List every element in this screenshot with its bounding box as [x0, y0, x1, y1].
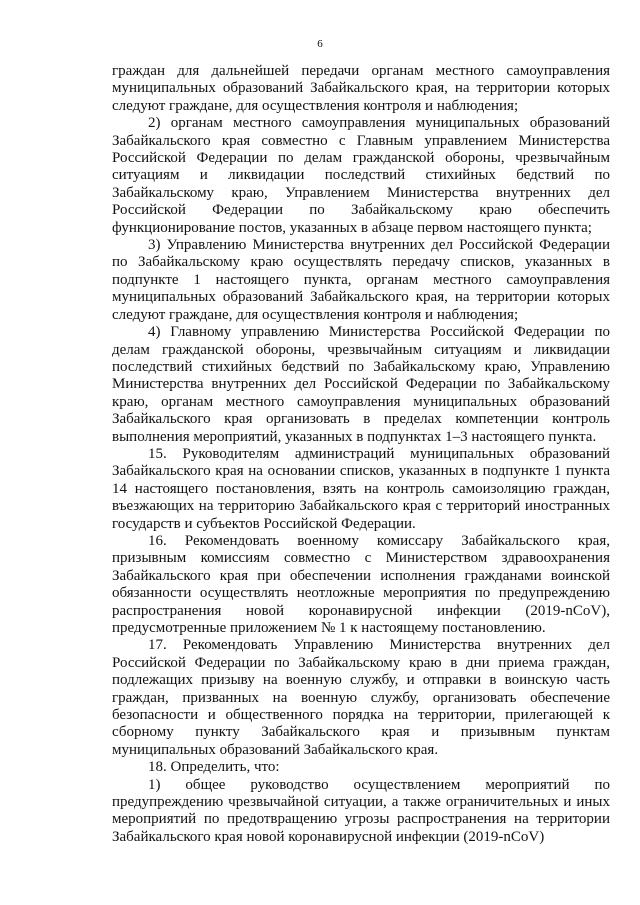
page-number: 6: [317, 38, 323, 50]
paragraph-continuation: граждан для дальнейшей передачи органам местного самоуправления муниципальных образований Забайкальского края, на территории которых следуют граждане, для осуществления контроля и наблюдения;: [112, 63, 610, 114]
document-body: [112, 63, 610, 846]
paragraph-point-16: 16. Рекомендовать военному комиссару Забайкальского края, призывным комиссиям совместно с Министерством здравоохранения Забайкальского края при обеспечении исполнения гражданами воинской обязанности осуществлять неотложные мероприятия по предупреждению распространения новой коронавирусной инфекции (2019-nCoV), предусмотренные приложением № 1 к настоящему постановлению.: [112, 532, 610, 636]
paragraph-item-2: 2) органам местного самоуправления муниципальных образований Забайкальского края совместно с Главным управлением Министерства Российской Федерации по делам гражданской обороны, чрезвычайным ситуациям и ликвидации последствий стихийных бедствий по Забайкальскому краю, Управлением Министерства внутренних дел Российской Федерации по Забайкальскому краю обеспечить функционирование постов, указанных в абзаце первом настоящего пункта;: [112, 115, 610, 236]
paragraph-point-18: 18. Определить, что:: [148, 759, 280, 776]
paragraph-item-4: 4) Главному управлению Министерства Российской Федерации по делам гражданской обороны, чрезвычайным ситуациям и ликвидации последствий стихийных бедствий по Забайкальскому краю, Управлению Министерства внутренних дел Российской Федерации по Забайкальскому краю, органам местного самоуправления муниципальных образований Забайкальского края организовать в пределах компетенции контроль выполнения мероприятий, указанных в подпунктах 1–3 настоящего пункта.: [112, 324, 610, 445]
paragraph-item-3: 3) Управлению Министерства внутренних дел Российской Федерации по Забайкальскому краю осуществлять передачу списков, указанных в подпункте 1 настоящего пункта, органам местного самоуправления муниципальных образований Забайкальского края, на территории которых следуют граждане, для осуществления контроля и наблюдения;: [112, 237, 610, 323]
paragraph-point-17: 17. Рекомендовать Управлению Министерства внутренних дел Российской Федерации по Забайкальскому краю в дни приема граждан, подлежащих призыву на военную службу, и отправки в воинскую часть граждан, призванных на военную службу, организовать обеспечение безопасности и общественного порядка на территории, прилегающей к сборному пункту Забайкальского края и призывным пунктам муниципальных образований Забайкальского края.: [112, 637, 610, 758]
paragraph-point-18-item-1: 1) общее руководство осуществлением мероприятий по предупреждению чрезвычайной ситуации, а также ограничительных и иных мероприятий по предотвращению угрозы распространения на территории Забайкальского края новой коронавирусной инфекции (2019-nCoV): [112, 776, 610, 845]
paragraph-point-15: 15. Руководителям администраций муниципальных образований Забайкальского края на основании списков, указанных в подпункте 1 пункта 14 настоящего постановления, взять на контроль самоизоляцию граждан, въезжающих на территорию Забайкальского края с территорий иностранных государств и субъектов Российской Федерации.: [112, 445, 610, 532]
